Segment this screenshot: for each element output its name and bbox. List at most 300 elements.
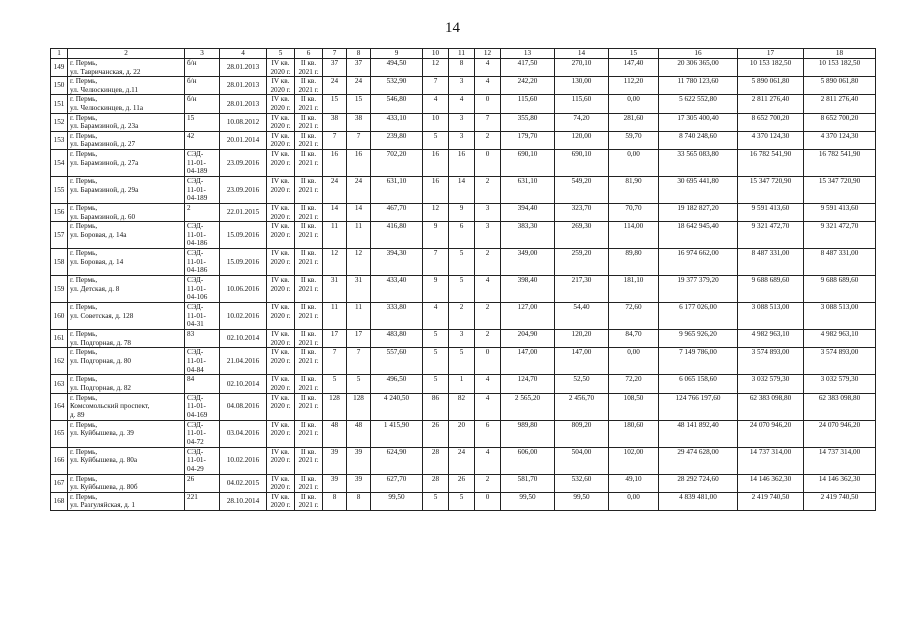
period-end-cell <box>295 393 323 420</box>
document-cell-line: 04-186 <box>187 266 208 275</box>
col11-cell: 2 <box>449 303 475 330</box>
col8-cell: 31 <box>347 276 371 303</box>
col17-cell: 2 811 276,40 <box>738 95 804 113</box>
period-end-cell <box>295 77 323 95</box>
date-cell: 10.02.2016 <box>220 447 267 474</box>
col14-cell: 130,00 <box>555 77 609 95</box>
col17-cell: 8 652 700,20 <box>738 113 804 131</box>
table-row <box>51 375 876 393</box>
col8-cell: 16 <box>347 149 371 176</box>
document-cell <box>185 203 220 221</box>
col10-cell: 16 <box>423 149 449 176</box>
col13-cell: 989,80 <box>501 420 555 447</box>
address-cell-line: Комсомольский проспект, <box>70 402 150 411</box>
col15-cell: 0,00 <box>609 348 659 375</box>
col16-cell: 8 740 248,60 <box>659 131 738 149</box>
address-cell <box>68 113 185 131</box>
period-end-cell-line: 2021 г. <box>298 284 319 293</box>
col16-cell: 33 565 083,80 <box>659 149 738 176</box>
col13-cell: 690,10 <box>501 149 555 176</box>
col8-cell: 24 <box>347 176 371 203</box>
period-start-cell <box>267 95 295 113</box>
col11-cell: 1 <box>449 375 475 393</box>
col10-cell: 26 <box>423 420 449 447</box>
col10-cell: 28 <box>423 474 449 492</box>
address-cell-line: ул. Барамзиной, д. 23а <box>70 122 139 131</box>
col15-cell: 180,60 <box>609 420 659 447</box>
document-cell <box>185 77 220 95</box>
table-row <box>51 203 876 221</box>
period-end-cell-line: 2021 г. <box>298 103 319 112</box>
col7-cell: 7 <box>323 348 347 375</box>
address-cell-line: г. Пермь, <box>70 131 98 140</box>
period-start-cell-line: IV кв. <box>271 474 290 483</box>
period-end-cell-line: II кв. <box>300 303 317 312</box>
document-cell <box>185 447 220 474</box>
row-number: 153 <box>51 131 68 149</box>
col12-cell: 0 <box>475 348 501 375</box>
col9-cell: 702,20 <box>371 149 423 176</box>
col16-cell: 16 974 662,00 <box>659 249 738 276</box>
document-cell <box>185 131 220 149</box>
col18-cell: 9 591 413,60 <box>804 203 876 221</box>
column-number-13: 13 <box>501 49 555 59</box>
col8-cell: 5 <box>347 375 371 393</box>
col11-cell: 9 <box>449 203 475 221</box>
document-cell <box>185 474 220 492</box>
document-cell <box>185 420 220 447</box>
col16-cell: 9 965 926,20 <box>659 330 738 348</box>
document-cell-line: 11-01- <box>187 456 206 465</box>
col15-cell: 112,20 <box>609 77 659 95</box>
period-end-cell <box>295 348 323 375</box>
col18-cell: 2 419 740,50 <box>804 492 876 510</box>
period-start-cell-line: IV кв. <box>271 492 290 501</box>
address-cell-line: г. Пермь, <box>70 348 98 357</box>
period-end-cell-line: II кв. <box>300 131 317 140</box>
address-cell <box>68 149 185 176</box>
col18-cell: 8 652 700,20 <box>804 113 876 131</box>
period-end-cell-line: II кв. <box>300 176 317 185</box>
address-cell-line: г. Пермь, <box>70 149 98 158</box>
document-cell <box>185 149 220 176</box>
period-end-cell-line: 2021 г. <box>298 402 319 411</box>
col12-cell: 6 <box>475 420 501 447</box>
period-end-cell <box>295 420 323 447</box>
col10-cell: 16 <box>423 176 449 203</box>
col12-cell: 4 <box>475 447 501 474</box>
col10-cell: 7 <box>423 249 449 276</box>
col13-cell: 147,00 <box>501 348 555 375</box>
date-cell: 28.01.2013 <box>220 59 267 77</box>
col15-cell: 72,60 <box>609 303 659 330</box>
col15-cell: 147,40 <box>609 59 659 77</box>
table-row <box>51 131 876 149</box>
col11-cell: 20 <box>449 420 475 447</box>
address-cell-line: ул. Куйбышева, д. 39 <box>70 429 134 438</box>
document-cell-line: 11-01- <box>187 356 206 365</box>
period-end-cell-line: 2021 г. <box>298 501 319 510</box>
table-row <box>51 59 876 77</box>
period-end-cell-line: II кв. <box>300 420 317 429</box>
column-number-11: 11 <box>449 49 475 59</box>
address-cell-line: ул. Барамзиной, д. 27 <box>70 140 136 149</box>
col7-cell: 14 <box>323 203 347 221</box>
col18-cell: 4 370 124,30 <box>804 131 876 149</box>
period-start-cell-line: IV кв. <box>271 303 290 312</box>
period-start-cell-line: IV кв. <box>271 77 290 86</box>
col9-cell: 624,90 <box>371 447 423 474</box>
period-start-cell-line: 2020 г. <box>270 230 291 239</box>
period-end-cell-line: II кв. <box>300 375 317 384</box>
row-number: 166 <box>51 447 68 474</box>
col9-cell: 467,70 <box>371 203 423 221</box>
col12-cell: 4 <box>475 77 501 95</box>
col11-cell: 6 <box>449 222 475 249</box>
col14-cell: 259,20 <box>555 249 609 276</box>
date-cell: 02.10.2014 <box>220 375 267 393</box>
period-end-cell <box>295 249 323 276</box>
period-end-cell-line: II кв. <box>300 149 317 158</box>
document-cell-line: 11-01- <box>187 311 206 320</box>
col7-cell: 24 <box>323 176 347 203</box>
col17-cell: 10 153 182,50 <box>738 59 804 77</box>
period-end-cell-line: 2021 г. <box>298 356 319 365</box>
col7-cell: 8 <box>323 492 347 510</box>
document-cell-line: СЭД- <box>187 149 204 158</box>
col18-cell: 16 782 541,90 <box>804 149 876 176</box>
col17-cell: 24 070 946,20 <box>738 420 804 447</box>
col9-cell: 496,50 <box>371 375 423 393</box>
col17-cell: 3 574 893,00 <box>738 348 804 375</box>
period-start-cell-line: 2020 г. <box>270 85 291 94</box>
col7-cell: 37 <box>323 59 347 77</box>
col18-cell: 3 574 893,00 <box>804 348 876 375</box>
period-end-cell-line: 2021 г. <box>298 185 319 194</box>
period-start-cell-line: IV кв. <box>271 375 290 384</box>
date-cell: 22.01.2015 <box>220 203 267 221</box>
address-cell-line: ул. Челюскинцев, д. 11а <box>70 103 144 112</box>
date-cell: 23.09.2016 <box>220 176 267 203</box>
date-cell: 10.08.2012 <box>220 113 267 131</box>
col13-cell: 355,80 <box>501 113 555 131</box>
col13-cell: 606,00 <box>501 447 555 474</box>
document-cell-line: 11-01- <box>187 230 206 239</box>
period-start-cell <box>267 474 295 492</box>
col12-cell: 3 <box>475 203 501 221</box>
date-cell: 10.06.2016 <box>220 276 267 303</box>
col8-cell: 17 <box>347 330 371 348</box>
col12-cell: 4 <box>475 375 501 393</box>
col12-cell: 4 <box>475 393 501 420</box>
address-cell <box>68 176 185 203</box>
col9-cell: 433,10 <box>371 113 423 131</box>
col7-cell: 39 <box>323 447 347 474</box>
page-number: 14 <box>445 20 460 36</box>
col7-cell: 11 <box>323 222 347 249</box>
document-cell-line: СЭД- <box>187 176 204 185</box>
col9-cell: 532,90 <box>371 77 423 95</box>
col7-cell: 31 <box>323 276 347 303</box>
period-end-cell-line: II кв. <box>300 113 317 122</box>
period-start-cell-line: IV кв. <box>271 348 290 357</box>
col18-cell: 14 146 362,30 <box>804 474 876 492</box>
col10-cell: 5 <box>423 131 449 149</box>
row-number: 154 <box>51 149 68 176</box>
col13-cell: 179,70 <box>501 131 555 149</box>
period-start-cell-line: 2020 г. <box>270 501 291 510</box>
col10-cell: 5 <box>423 492 449 510</box>
table-row <box>51 222 876 249</box>
period-start-cell-line: 2020 г. <box>270 483 291 492</box>
period-start-cell-line: 2020 г. <box>270 158 291 167</box>
col11-cell: 3 <box>449 77 475 95</box>
col9-cell: 494,50 <box>371 59 423 77</box>
period-end-cell-line: 2021 г. <box>298 140 319 149</box>
period-end-cell-line: 2021 г. <box>298 212 319 221</box>
document-cell-line: СЭД- <box>187 420 204 429</box>
col8-cell: 128 <box>347 393 371 420</box>
column-number-3: 3 <box>185 49 220 59</box>
col11-cell: 3 <box>449 113 475 131</box>
col17-cell: 2 419 740,50 <box>738 492 804 510</box>
address-cell-line: г. Пермь, <box>70 492 98 501</box>
col16-cell: 5 622 552,80 <box>659 95 738 113</box>
col8-cell: 12 <box>347 249 371 276</box>
address-cell-line: ул. Советская, д. 128 <box>70 311 134 320</box>
address-cell-line: г. Пермь, <box>70 276 98 285</box>
col17-cell: 9 591 413,60 <box>738 203 804 221</box>
date-cell: 10.02.2016 <box>220 303 267 330</box>
address-cell <box>68 474 185 492</box>
period-end-cell-line: II кв. <box>300 249 317 258</box>
period-start-cell <box>267 375 295 393</box>
period-start-cell-line: IV кв. <box>271 131 290 140</box>
period-end-cell <box>295 474 323 492</box>
col7-cell: 39 <box>323 474 347 492</box>
period-end-cell-line: II кв. <box>300 276 317 285</box>
col11-cell: 8 <box>449 59 475 77</box>
period-end-cell-line: 2021 г. <box>298 67 319 76</box>
col8-cell: 48 <box>347 420 371 447</box>
document-cell-line: СЭД- <box>187 222 204 231</box>
period-start-cell-line: IV кв. <box>271 420 290 429</box>
address-cell-line: г. Пермь, <box>70 249 98 258</box>
date-cell: 04.08.2016 <box>220 393 267 420</box>
col13-cell: 394,40 <box>501 203 555 221</box>
col13-cell: 124,70 <box>501 375 555 393</box>
col15-cell: 81,90 <box>609 176 659 203</box>
col10-cell: 12 <box>423 203 449 221</box>
document-cell <box>185 393 220 420</box>
period-start-cell <box>267 420 295 447</box>
period-start-cell-line: IV кв. <box>271 203 290 212</box>
col13-cell: 417,50 <box>501 59 555 77</box>
document-cell-line: 26 <box>187 474 195 483</box>
document-cell-line: 11-01- <box>187 402 206 411</box>
column-number-9: 9 <box>371 49 423 59</box>
period-start-cell-line: IV кв. <box>271 176 290 185</box>
col16-cell: 30 695 441,80 <box>659 176 738 203</box>
row-number: 163 <box>51 375 68 393</box>
period-end-cell-line: 2021 г. <box>298 85 319 94</box>
col18-cell: 3 088 513,00 <box>804 303 876 330</box>
period-end-cell-line: II кв. <box>300 393 317 402</box>
column-number-7: 7 <box>323 49 347 59</box>
col17-cell: 62 383 098,80 <box>738 393 804 420</box>
col11-cell: 26 <box>449 474 475 492</box>
col13-cell: 242,20 <box>501 77 555 95</box>
address-cell-line: ул. Куйбышева, д. 80а <box>70 456 138 465</box>
col9-cell: 631,10 <box>371 176 423 203</box>
col16-cell: 6 065 158,60 <box>659 375 738 393</box>
period-end-cell-line: 2021 г. <box>298 483 319 492</box>
period-start-cell-line: 2020 г. <box>270 185 291 194</box>
col13-cell: 204,90 <box>501 330 555 348</box>
period-start-cell-line: IV кв. <box>271 393 290 402</box>
row-number: 156 <box>51 203 68 221</box>
document-cell-line: 04-169 <box>187 410 208 419</box>
col14-cell: 323,70 <box>555 203 609 221</box>
col15-cell: 0,00 <box>609 95 659 113</box>
document-cell-line: 04-29 <box>187 464 204 473</box>
table-row <box>51 393 876 420</box>
col15-cell: 0,00 <box>609 149 659 176</box>
period-start-cell-line: 2020 г. <box>270 284 291 293</box>
document-cell-line: 2 <box>187 203 191 212</box>
col9-cell: 483,80 <box>371 330 423 348</box>
period-end-cell-line: II кв. <box>300 447 317 456</box>
col11-cell: 5 <box>449 249 475 276</box>
col14-cell: 690,10 <box>555 149 609 176</box>
period-start-cell <box>267 303 295 330</box>
col13-cell: 581,70 <box>501 474 555 492</box>
col12-cell: 2 <box>475 303 501 330</box>
address-cell-line: г. Пермь, <box>70 393 98 402</box>
col10-cell: 12 <box>423 59 449 77</box>
col15-cell: 102,00 <box>609 447 659 474</box>
col15-cell: 0,00 <box>609 492 659 510</box>
date-cell: 23.09.2016 <box>220 149 267 176</box>
col13-cell: 2 565,20 <box>501 393 555 420</box>
period-start-cell-line: 2020 г. <box>270 103 291 112</box>
period-start-cell <box>267 447 295 474</box>
address-cell-line: г. Пермь, <box>70 303 98 312</box>
col16-cell: 48 141 892,40 <box>659 420 738 447</box>
col8-cell: 15 <box>347 95 371 113</box>
col10-cell: 4 <box>423 303 449 330</box>
document-cell <box>185 330 220 348</box>
document-cell-line: СЭД- <box>187 249 204 258</box>
period-start-cell-line: IV кв. <box>271 149 290 158</box>
address-cell <box>68 348 185 375</box>
document-cell-line: 04-84 <box>187 365 204 374</box>
col13-cell: 99,50 <box>501 492 555 510</box>
address-cell <box>68 222 185 249</box>
col9-cell: 546,80 <box>371 95 423 113</box>
column-number-8: 8 <box>347 49 371 59</box>
document-cell <box>185 222 220 249</box>
col13-cell: 115,60 <box>501 95 555 113</box>
table-row <box>51 330 876 348</box>
col18-cell: 24 070 946,20 <box>804 420 876 447</box>
period-start-cell-line: IV кв. <box>271 447 290 456</box>
period-end-cell <box>295 113 323 131</box>
address-cell-line: ул. Куйбышева, д. 80б <box>70 483 138 492</box>
row-number: 165 <box>51 420 68 447</box>
period-start-cell-line: IV кв. <box>271 95 290 104</box>
period-end-cell-line: II кв. <box>300 474 317 483</box>
address-cell-line: ул. Барамзиной, д. 29а <box>70 185 139 194</box>
col14-cell: 504,00 <box>555 447 609 474</box>
col18-cell: 4 982 963,10 <box>804 330 876 348</box>
period-start-cell-line: 2020 г. <box>270 456 291 465</box>
col8-cell: 8 <box>347 492 371 510</box>
row-number: 158 <box>51 249 68 276</box>
col16-cell: 19 377 379,20 <box>659 276 738 303</box>
period-start-cell <box>267 348 295 375</box>
col9-cell: 4 240,50 <box>371 393 423 420</box>
col9-cell: 416,80 <box>371 222 423 249</box>
period-start-cell-line: IV кв. <box>271 59 290 67</box>
period-start-cell-line: 2020 г. <box>270 67 291 76</box>
period-start-cell-line: 2020 г. <box>270 356 291 365</box>
period-end-cell-line: II кв. <box>300 77 317 86</box>
col17-cell: 4 982 963,10 <box>738 330 804 348</box>
period-end-cell-line: 2021 г. <box>298 456 319 465</box>
document-cell-line: 11-01- <box>187 257 206 266</box>
col10-cell: 86 <box>423 393 449 420</box>
period-end-cell-line: 2021 г. <box>298 338 319 347</box>
document-cell-line: 04-186 <box>187 239 208 248</box>
col14-cell: 115,60 <box>555 95 609 113</box>
col18-cell: 9 688 689,60 <box>804 276 876 303</box>
col14-cell: 74,20 <box>555 113 609 131</box>
col12-cell: 3 <box>475 222 501 249</box>
period-start-cell-line: 2020 г. <box>270 311 291 320</box>
period-end-cell <box>295 95 323 113</box>
address-cell-line: ул. Барамзиной, д. 60 <box>70 212 136 221</box>
date-cell: 28.01.2013 <box>220 77 267 95</box>
period-end-cell-line: II кв. <box>300 222 317 231</box>
col16-cell: 6 177 026,00 <box>659 303 738 330</box>
col12-cell: 4 <box>475 59 501 77</box>
table-row <box>51 420 876 447</box>
col8-cell: 11 <box>347 303 371 330</box>
address-cell <box>68 492 185 510</box>
col8-cell: 39 <box>347 474 371 492</box>
column-number-17: 17 <box>738 49 804 59</box>
col12-cell: 0 <box>475 149 501 176</box>
col9-cell: 333,80 <box>371 303 423 330</box>
period-end-cell <box>295 149 323 176</box>
col15-cell: 114,00 <box>609 222 659 249</box>
col17-cell: 5 890 061,80 <box>738 77 804 95</box>
document-cell <box>185 303 220 330</box>
col8-cell: 7 <box>347 131 371 149</box>
col8-cell: 24 <box>347 77 371 95</box>
table-row <box>51 303 876 330</box>
address-cell <box>68 95 185 113</box>
document-cell <box>185 249 220 276</box>
date-cell: 04.02.2015 <box>220 474 267 492</box>
date-cell: 02.10.2014 <box>220 330 267 348</box>
period-start-cell <box>267 276 295 303</box>
address-cell-line: г. Пермь, <box>70 375 98 384</box>
col10-cell: 9 <box>423 276 449 303</box>
table-row <box>51 492 876 510</box>
document-cell-line: б/н <box>187 95 197 104</box>
